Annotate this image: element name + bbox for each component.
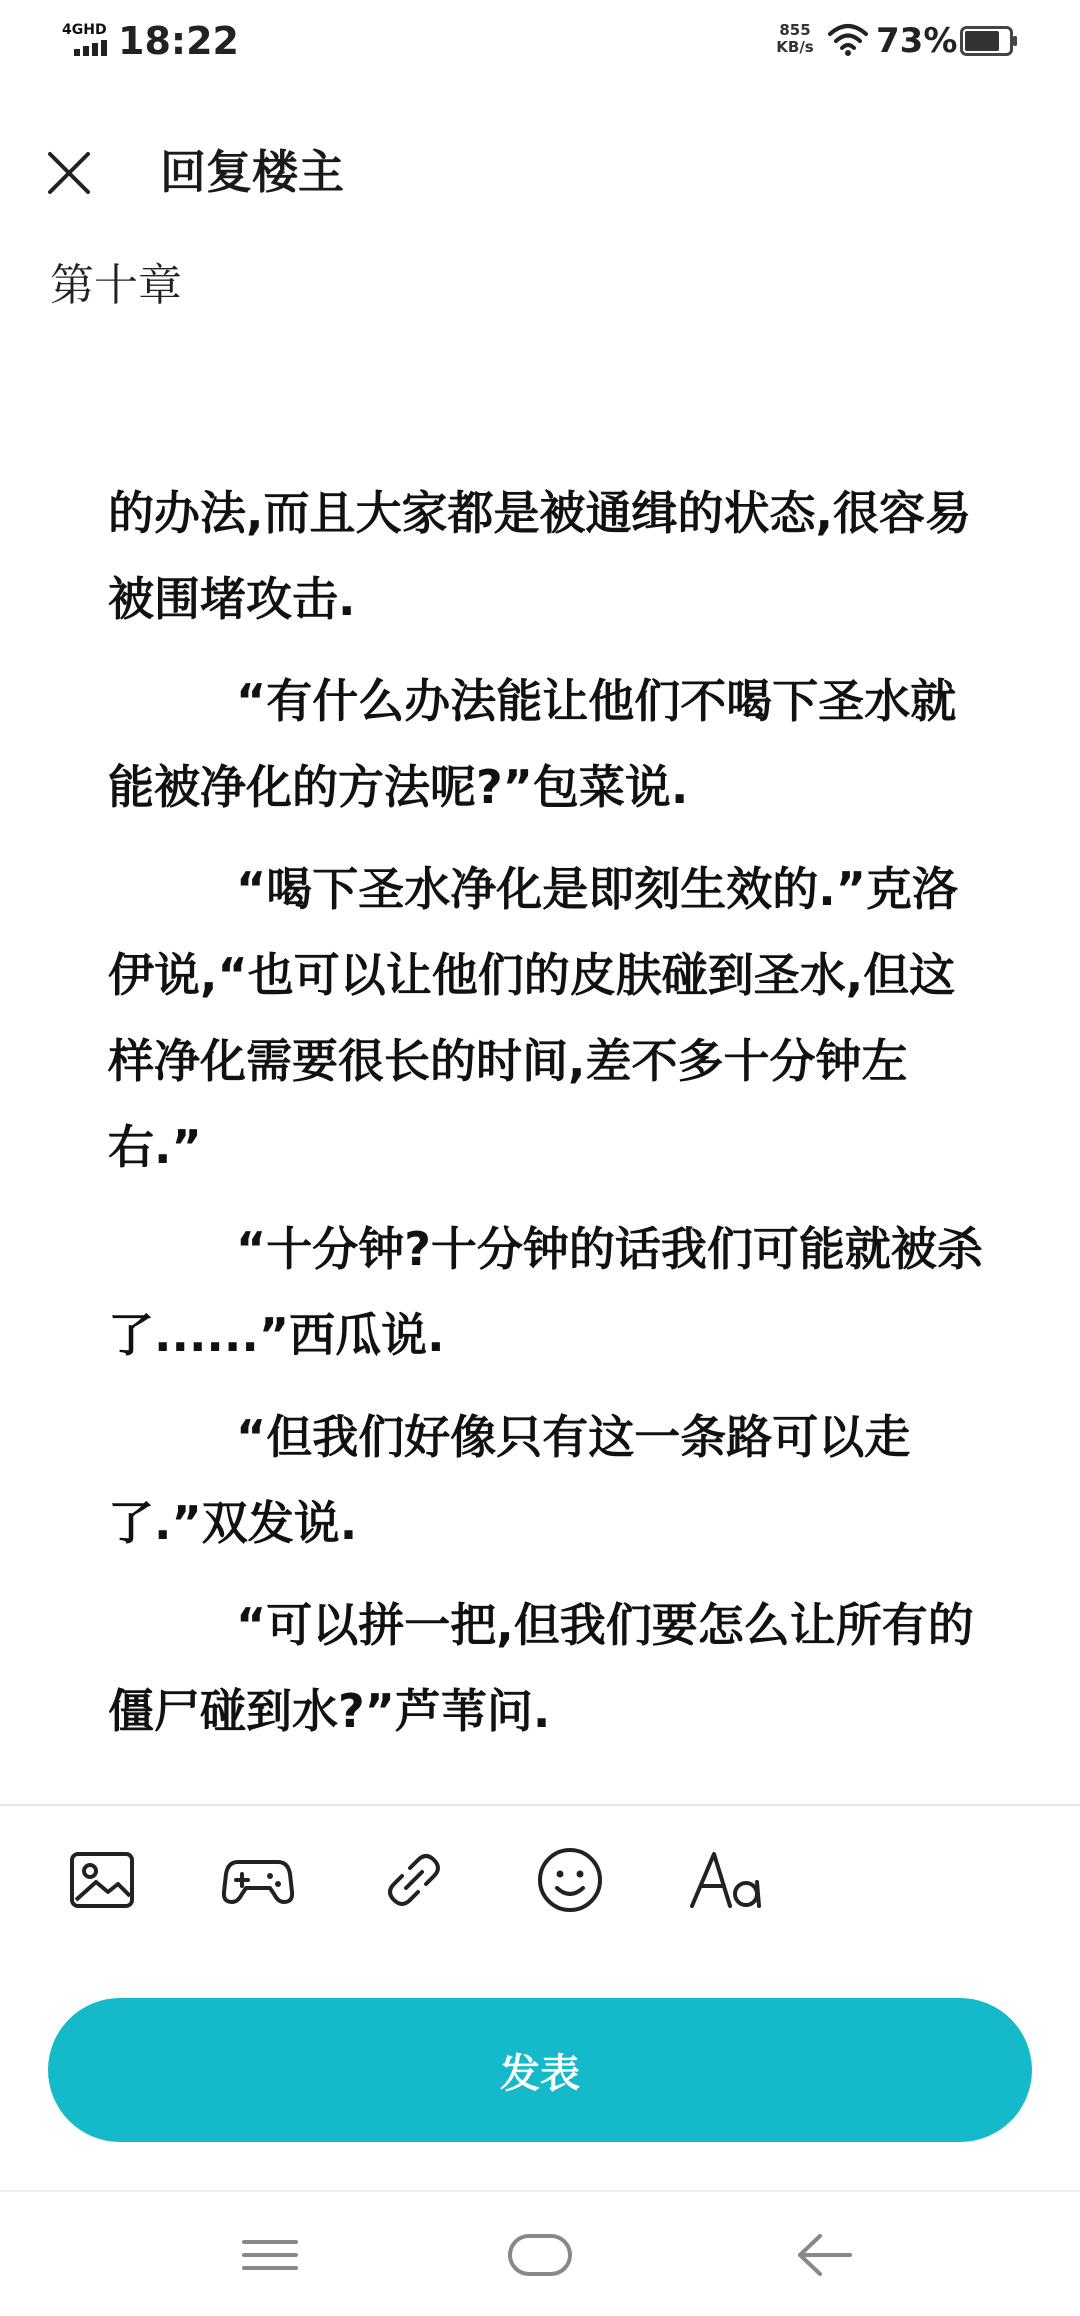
battery-percent: 73% [876, 21, 958, 61]
battery-icon [960, 26, 1018, 56]
network-speed [772, 22, 818, 56]
status-bar [0, 0, 1080, 82]
content-paragraph: “喝下圣水净化是即刻生效的.”克洛伊说,“也可以让他们的皮肤碰到圣水,但这样净化需要很长的时间,差不多十分钟左右.” [108, 862, 958, 1174]
font-style-icon[interactable] [686, 1840, 766, 1920]
content-paragraph: “十分钟?十分钟的话我们可能就被杀了......”西瓜说. [108, 1222, 983, 1362]
post-title-input[interactable]: 第十章 [50, 260, 182, 311]
speed-value: 855 [779, 21, 811, 39]
system-nav-bar [0, 2192, 1080, 2316]
publish-button[interactable]: 发表 [48, 1998, 1032, 2142]
link-icon[interactable] [374, 1840, 454, 1920]
home-icon[interactable] [500, 2220, 580, 2290]
content-paragraph: “但我们好像只有这一条路可以走了.”双发说. [108, 1410, 911, 1550]
signal-icon [74, 40, 114, 56]
clock: 18:22 [118, 19, 239, 63]
editor-toolbar [0, 1830, 1080, 1930]
page-title: 回复楼主 [160, 145, 344, 199]
content-paragraph: “有什么办法能让他们不喝下圣水就能被净化的方法呢?”包菜说. [108, 674, 957, 814]
image-icon[interactable] [62, 1840, 142, 1920]
emoji-icon[interactable] [530, 1840, 610, 1920]
header [0, 120, 1080, 220]
back-icon[interactable] [784, 2220, 864, 2290]
content-paragraph: “可以拼一把,但我们要怎么让所有的僵尸碰到水?”芦苇问. [108, 1598, 974, 1738]
gamepad-icon[interactable] [218, 1840, 298, 1920]
reply-content-editor[interactable] [108, 470, 984, 1800]
speed-unit: KB/s [776, 38, 814, 56]
divider [0, 1804, 1080, 1806]
wifi-icon [826, 22, 870, 58]
content-paragraph: 的办法,而且大家都是被通缉的状态,很容易被围堵攻击. [108, 486, 971, 626]
menu-icon[interactable] [230, 2220, 310, 2290]
network-type: 4GHD [62, 22, 107, 38]
close-icon[interactable] [36, 140, 102, 206]
